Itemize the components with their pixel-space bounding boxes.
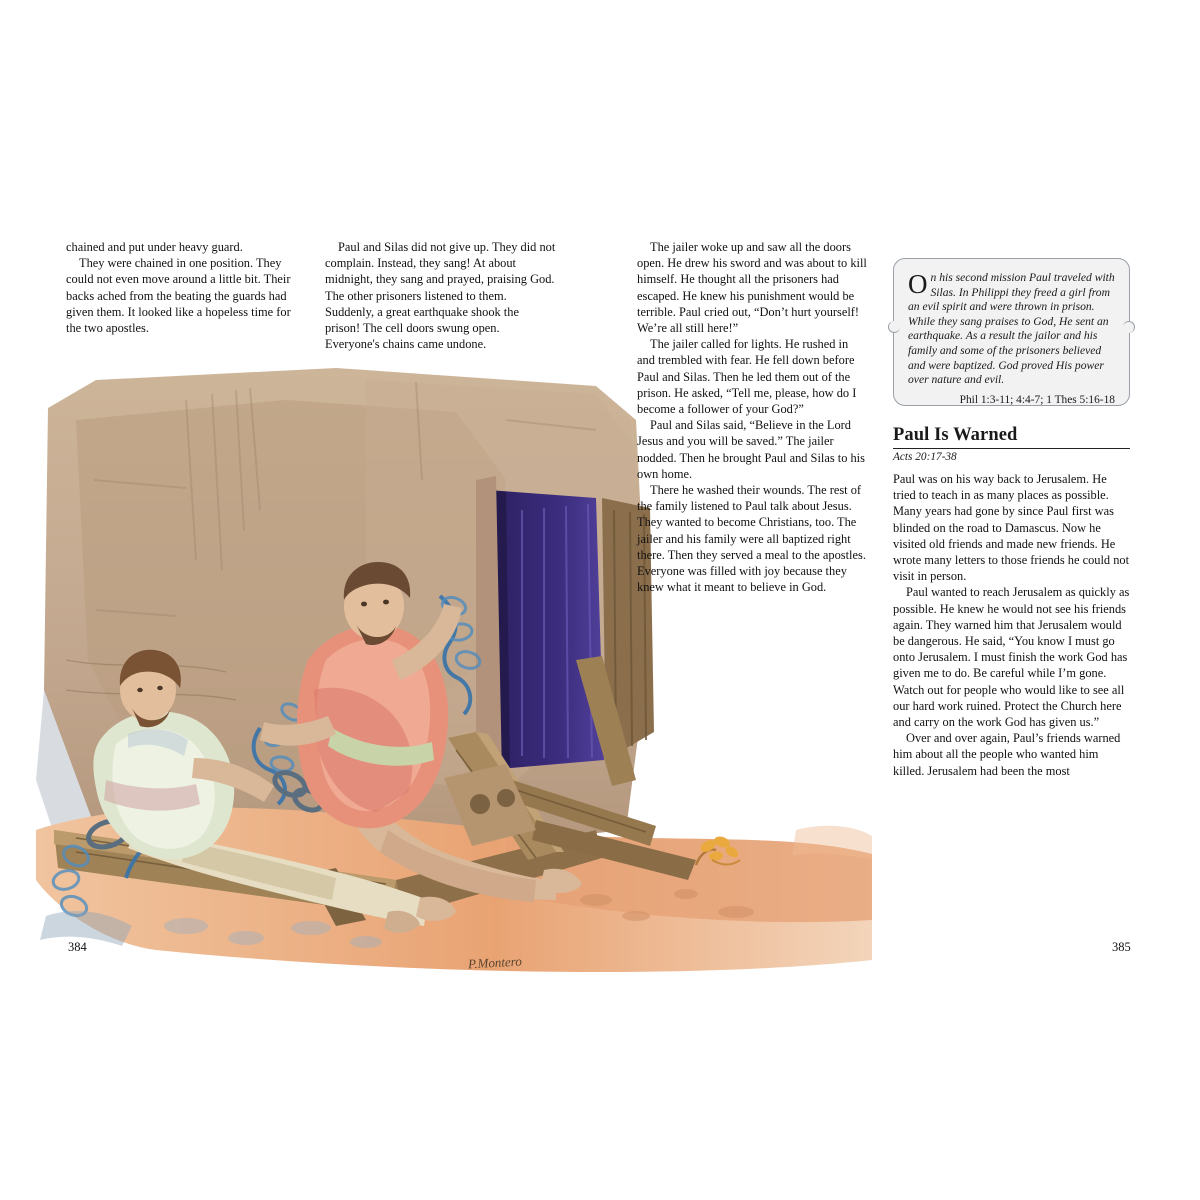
artist-signature: P.Montero: [467, 953, 523, 972]
section-title: Paul Is Warned: [893, 425, 1130, 449]
text-column-2: [325, 239, 557, 352]
summary-text: n his second mission Paul traveled with Silas. In Philippi they freed a girl from an evil spirit and were thrown in prison. While they sang praises to God, He sent an earthquake. As a result the jailor and his family and some of the prisoners believed and were baptized. God proved His power over nature and evil.: [908, 271, 1115, 387]
page-number-right: 385: [1112, 940, 1131, 954]
scripture-reference: Phil 1:3-11; 4:4-7; 1 Thes 5:16-18: [959, 393, 1115, 406]
section-heading: [893, 425, 1130, 463]
prison-door: [476, 476, 654, 780]
text-column-4: [893, 471, 1130, 779]
page-number-left: 384: [68, 940, 87, 954]
paragraph: chained and put under heavy guard.: [66, 240, 243, 254]
paragraph: Paul and Silas did not give up. They did not complain. Instead, they sang! At about midnight, they sang and prayed, praising God. The other prisoners listened to them. Suddenly, a great earthquake shook the prison! The cell doors swung open. Everyone's chains came undone.: [325, 240, 556, 352]
paragraph: There he washed their wounds. The rest of the family listened to Paul talk about Jesus. They wanted to become Christians, too. The jailer and his family were all baptized right there. Then they served a meal to the apostles. Everyone was filled with joy because they knew what it meant to believe in God.: [637, 483, 866, 595]
paragraph: Paul was on his way back to Jerusalem. He tried to teach in as many places as possible. Many years had gone by since Paul first was blinded on the road to Damascus. Now he visited old friends and made new friends. He wrote many letters to those friends he could not visit in person.: [893, 472, 1130, 584]
summary-box: [893, 258, 1130, 406]
paragraph: They were chained in one position. They could not even move around a little bit. Their backs ached from the beating the guards had given them. It looked like a hopeless time for the two apostles.: [66, 256, 291, 336]
paragraph: Paul and Silas said, “Believe in the Lord Jesus and you will be saved.” The jailer nodded. Then he brought Paul and Silas to his own home.: [637, 418, 865, 481]
text-column-3: [637, 239, 868, 595]
paragraph: Over and over again, Paul’s friends warned him about all the people who wanted him killed. Jerusalem had been the most: [893, 731, 1121, 778]
drop-cap: O: [908, 269, 928, 299]
paragraph: The jailer woke up and saw all the doors open. He drew his sword and was about to kill himself. He thought all the prisoners had escaped. He knew his punishment would be terrible. Paul cried out, “Don’t hurt yourself! We’re all still here!”: [637, 240, 867, 336]
section-verse-reference: Acts 20:17-38: [893, 451, 957, 463]
paragraph: The jailer called for lights. He rushed in and trembled with fear. He fell down before Paul and Silas. Then he led them out of the prison. He asked, “Tell me, please, how do I become a follower of your God?”: [637, 337, 857, 417]
text-column-1: [66, 239, 298, 336]
paragraph: Paul wanted to reach Jerusalem as quickly as possible. He knew he would not see his friends again. They warned him that Jerusalem would be dangerous. He said, “You know I must go onto Jerusalem. I must finish the work God has given me to do. Be careful while I’m gone. Watch out for people who would like to see all our hard work ruined. Protect the Church here and carry on the work God has given us.”: [893, 585, 1130, 730]
